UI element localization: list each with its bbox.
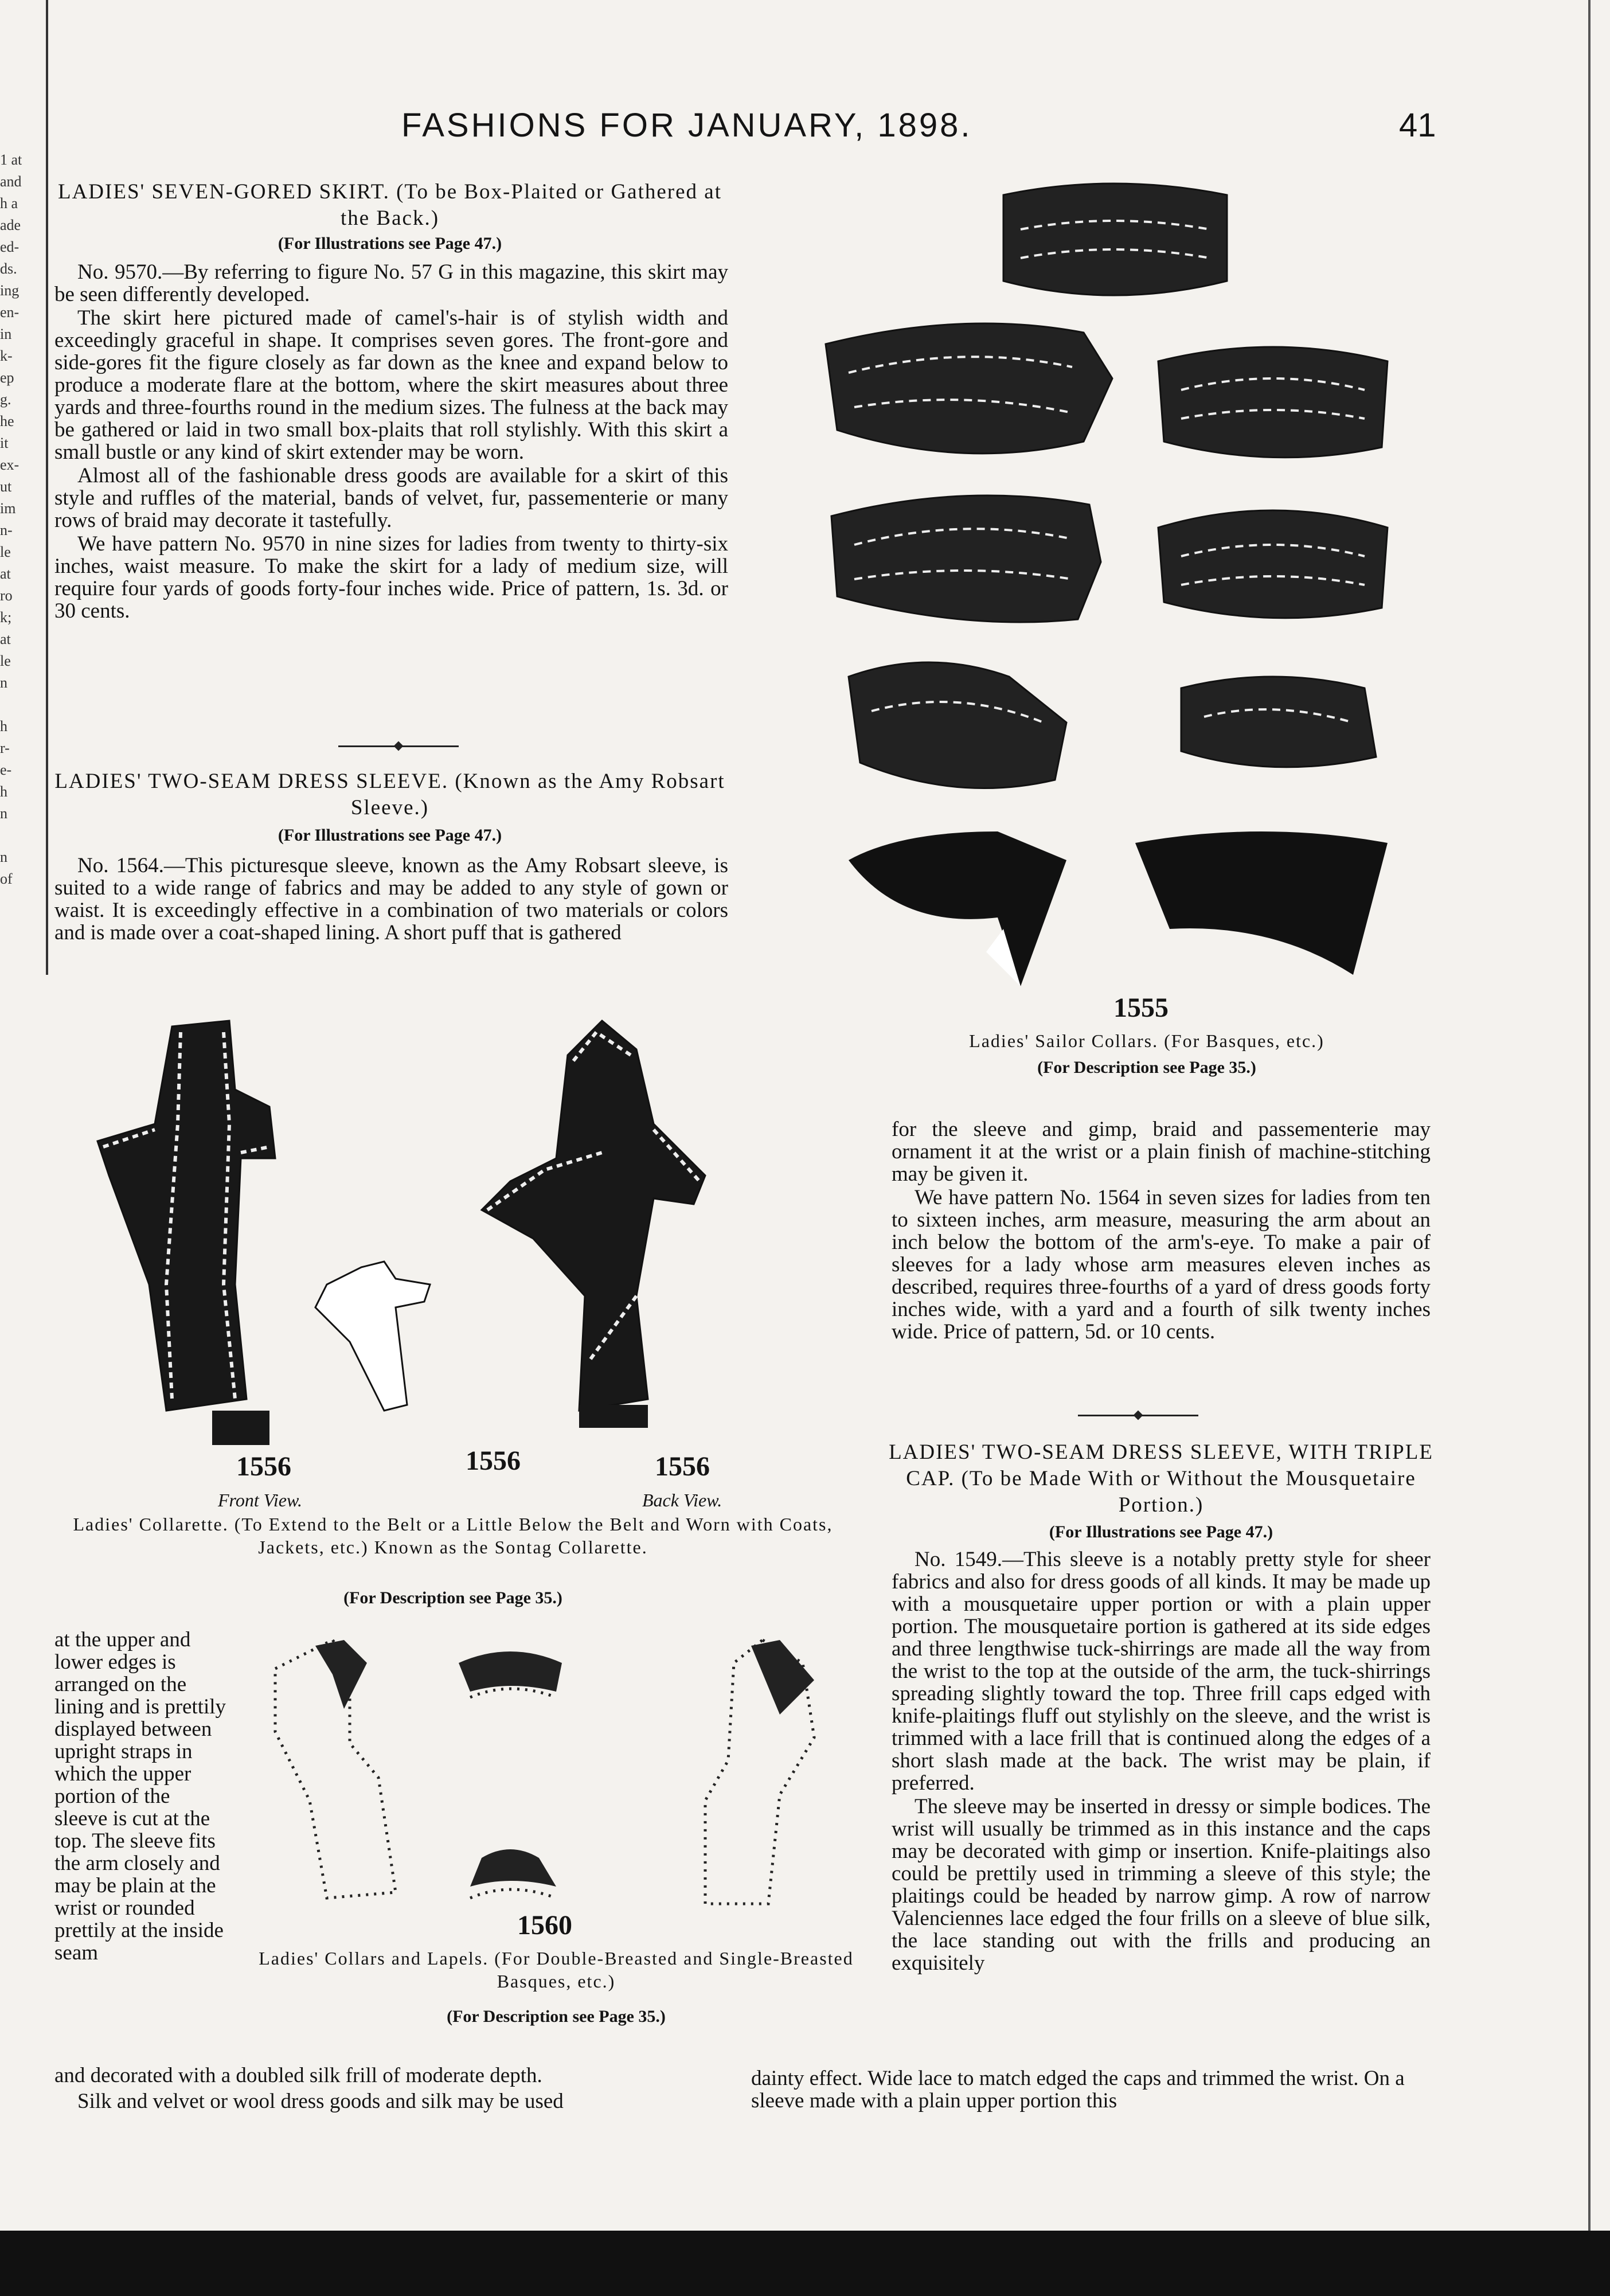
fig1560-number: 1560 bbox=[517, 1910, 572, 1940]
article3-body bbox=[892, 1548, 1431, 1975]
article2-right-paragraph: We have pattern No. 1564 in seven sizes for ladies from ten to sixteen inches, arm measure, measuring the arm about an inch below the bottom of the arm's-eye. To make a pair of sleeves for a lady whose arm measures eleven inches as described, requires three-fourths of a yard of dress goods forty inches wide, with a yard and a fourth of silk twenty inches wide. Price of pattern, 5d. or 10 cents. bbox=[892, 1186, 1431, 1344]
page-edge-line bbox=[46, 0, 48, 975]
fig1556-caption: Ladies' Collarette. (To Extend to the Belt or a Little Below the Belt and Worn with Coats, Jackets, etc.) Known as the Sontag Collarette. bbox=[73, 1514, 833, 1557]
lace-collars-illustration bbox=[814, 172, 1468, 998]
article1-heading: LADIES' SEVEN-GORED SKIRT. (To be Box-Plaited or Gathered at the Back.) bbox=[57, 180, 722, 230]
fig1556-number-middle: 1556 bbox=[466, 1446, 521, 1476]
article2-paragraph: No. 1564.—This picturesque sleeve, known as the Amy Robsart sleeve, is suited to a wide range of fabrics and may be added to any style of gown or waist. It is exceedingly effective in a combination of two materials or colors and is made over a coat-shaped lining. A short puff that is gathered bbox=[54, 854, 728, 944]
fig1556-ref: (For Description see Page 35.) bbox=[343, 1588, 562, 1607]
fig1555-caption: Ladies' Sailor Collars. (For Basques, etc.) bbox=[969, 1030, 1324, 1051]
fig1556-back-view: Back View. bbox=[642, 1490, 722, 1510]
fig1556-number-front: 1556 bbox=[236, 1451, 291, 1482]
fig1555-number: 1555 bbox=[1113, 993, 1169, 1023]
scan-bottom-edge bbox=[0, 2231, 1610, 2296]
article2-continuation-right bbox=[892, 1118, 1431, 1344]
article2-continuation-bottom2: Silk and velvet or wool dress goods and silk may be used bbox=[77, 2090, 564, 2113]
article1-paragraph: Almost all of the fashionable dress goods are available for a skirt of this style and ruffles of the material, bands of velvet, fur, passementerie or many rows of braid may decorate it tastefully. bbox=[54, 464, 728, 532]
article2-right-paragraph: for the sleeve and gimp, braid and passementerie may ornament it at the wrist or a plain finish of machine-stitching may be given it. bbox=[892, 1118, 1431, 1186]
article2-ref: (For Illustrations see Page 47.) bbox=[278, 826, 502, 845]
article3-continuation-bottom: dainty effect. Wide lace to match edged the caps and trimmed the wrist. On a sleeve made with a plain upper portion this bbox=[751, 2067, 1405, 2113]
article1-paragraph: The skirt here pictured made of camel's-hair is of stylish width and exceedingly graceful in shape. It comprises seven gores. The front-gore and side-gores fit the figure closely as far down as the knee and expand below to produce a moderate flare at the bottom, where the skirt measures about three yards and three-fourths round in the medium sizes. The fulness at the back may be gathered or laid in two small box-plaits that roll stylishly. With this skirt a small bustle or any kind of skirt extender may be worn. bbox=[54, 306, 728, 464]
collars-lapels-illustration bbox=[264, 1629, 837, 1927]
page-edge-line-right bbox=[1588, 0, 1591, 2231]
article3-paragraph: The sleeve may be inserted in dressy or simple bodices. The wrist will usually be trimmed as in this instance and the caps may be decorated with gimp or insertion. Knife-plaitings also could be prettily used in trimming a sleeve of this style; the plaitings could be headed by narrow gimp. A row of narrow Valenciennes lace edged the four frills on a sleeve of blue silk, the lace standing out with the frills and producing an exquisitely bbox=[892, 1795, 1431, 1975]
fig1556-number-back: 1556 bbox=[655, 1451, 710, 1482]
article1-ref: (For Illustrations see Page 47.) bbox=[278, 234, 502, 253]
article2-continuation-narrow: at the upper and lower edges is arranged on the lining and is prettily displayed between upright straps in which the upper portion of the sleeve is cut at the top. The sleeve fits the arm closely and may be plain at the wrist or rounded prettily at the inside seam bbox=[54, 1628, 226, 1965]
fig1555-ref: (For Description see Page 35.) bbox=[1037, 1058, 1256, 1077]
article3-paragraph: No. 1549.—This sleeve is a notably pretty style for sheer fabrics and also for dress goods of all kinds. It may be made up with a mousquetaire upper portion or with a plain upper portion. The mousquetaire portion is gathered at its side edges and three lengthwise tuck-shirrings are made all the way from the wrist to the top at the outside of the arm, the tuck-shirrings spreading slightly toward the top. Three frill caps edged with knife-plaitings fluff out stylishly on the sleeve, and the wrist is trimmed with a lace frill that is continued along the edges of a short slash made at the back. The wrist may be plain, if preferred. bbox=[892, 1548, 1431, 1795]
article1-body bbox=[54, 261, 728, 623]
running-header: FASHIONS FOR JANUARY, 1898. bbox=[401, 107, 972, 144]
article1-paragraph: No. 9570.—By referring to figure No. 57 G in this magazine, this skirt may be seen differently developed. bbox=[54, 260, 728, 306]
margin-fragments: 1 at and h a ade ed- ds. ing en- in k- ep g. he it ex- ut im n- le at ro k; at le n h r- e- h n n of bbox=[0, 151, 22, 887]
article2-body bbox=[54, 854, 728, 945]
page-number: 41 bbox=[1399, 107, 1436, 144]
article3-ref: (For Illustrations see Page 47.) bbox=[1049, 1522, 1273, 1541]
collarette-illustration bbox=[86, 1009, 774, 1457]
article2-heading: LADIES' TWO-SEAM DRESS SLEEVE. (Known as the Amy Robsart Sleeve.) bbox=[54, 770, 725, 819]
article3-heading: LADIES' TWO-SEAM DRESS SLEEVE, WITH TRIPLE CAP. (To be Made With or Without the Mousquetaire Portion.) bbox=[889, 1440, 1433, 1517]
fig1560-caption: Ladies' Collars and Lapels. (For Double-Breasted and Single-Breasted Basques, etc.) bbox=[259, 1948, 854, 1992]
separator-ornament bbox=[394, 741, 404, 751]
fig1560-ref: (For Description see Page 35.) bbox=[447, 2007, 666, 2026]
article2-continuation-bottom: and decorated with a doubled silk frill of moderate depth. bbox=[54, 2064, 542, 2087]
article1-paragraph: We have pattern No. 9570 in nine sizes for ladies from twenty to thirty-six inches, waist measure. To make the skirt for a lady of medium size, will require four yards of goods forty-four inches wide. Price of pattern, 1s. 3d. or 30 cents. bbox=[54, 532, 728, 623]
separator-ornament bbox=[1134, 1411, 1143, 1420]
fig1556-front-view: Front View. bbox=[218, 1490, 302, 1510]
